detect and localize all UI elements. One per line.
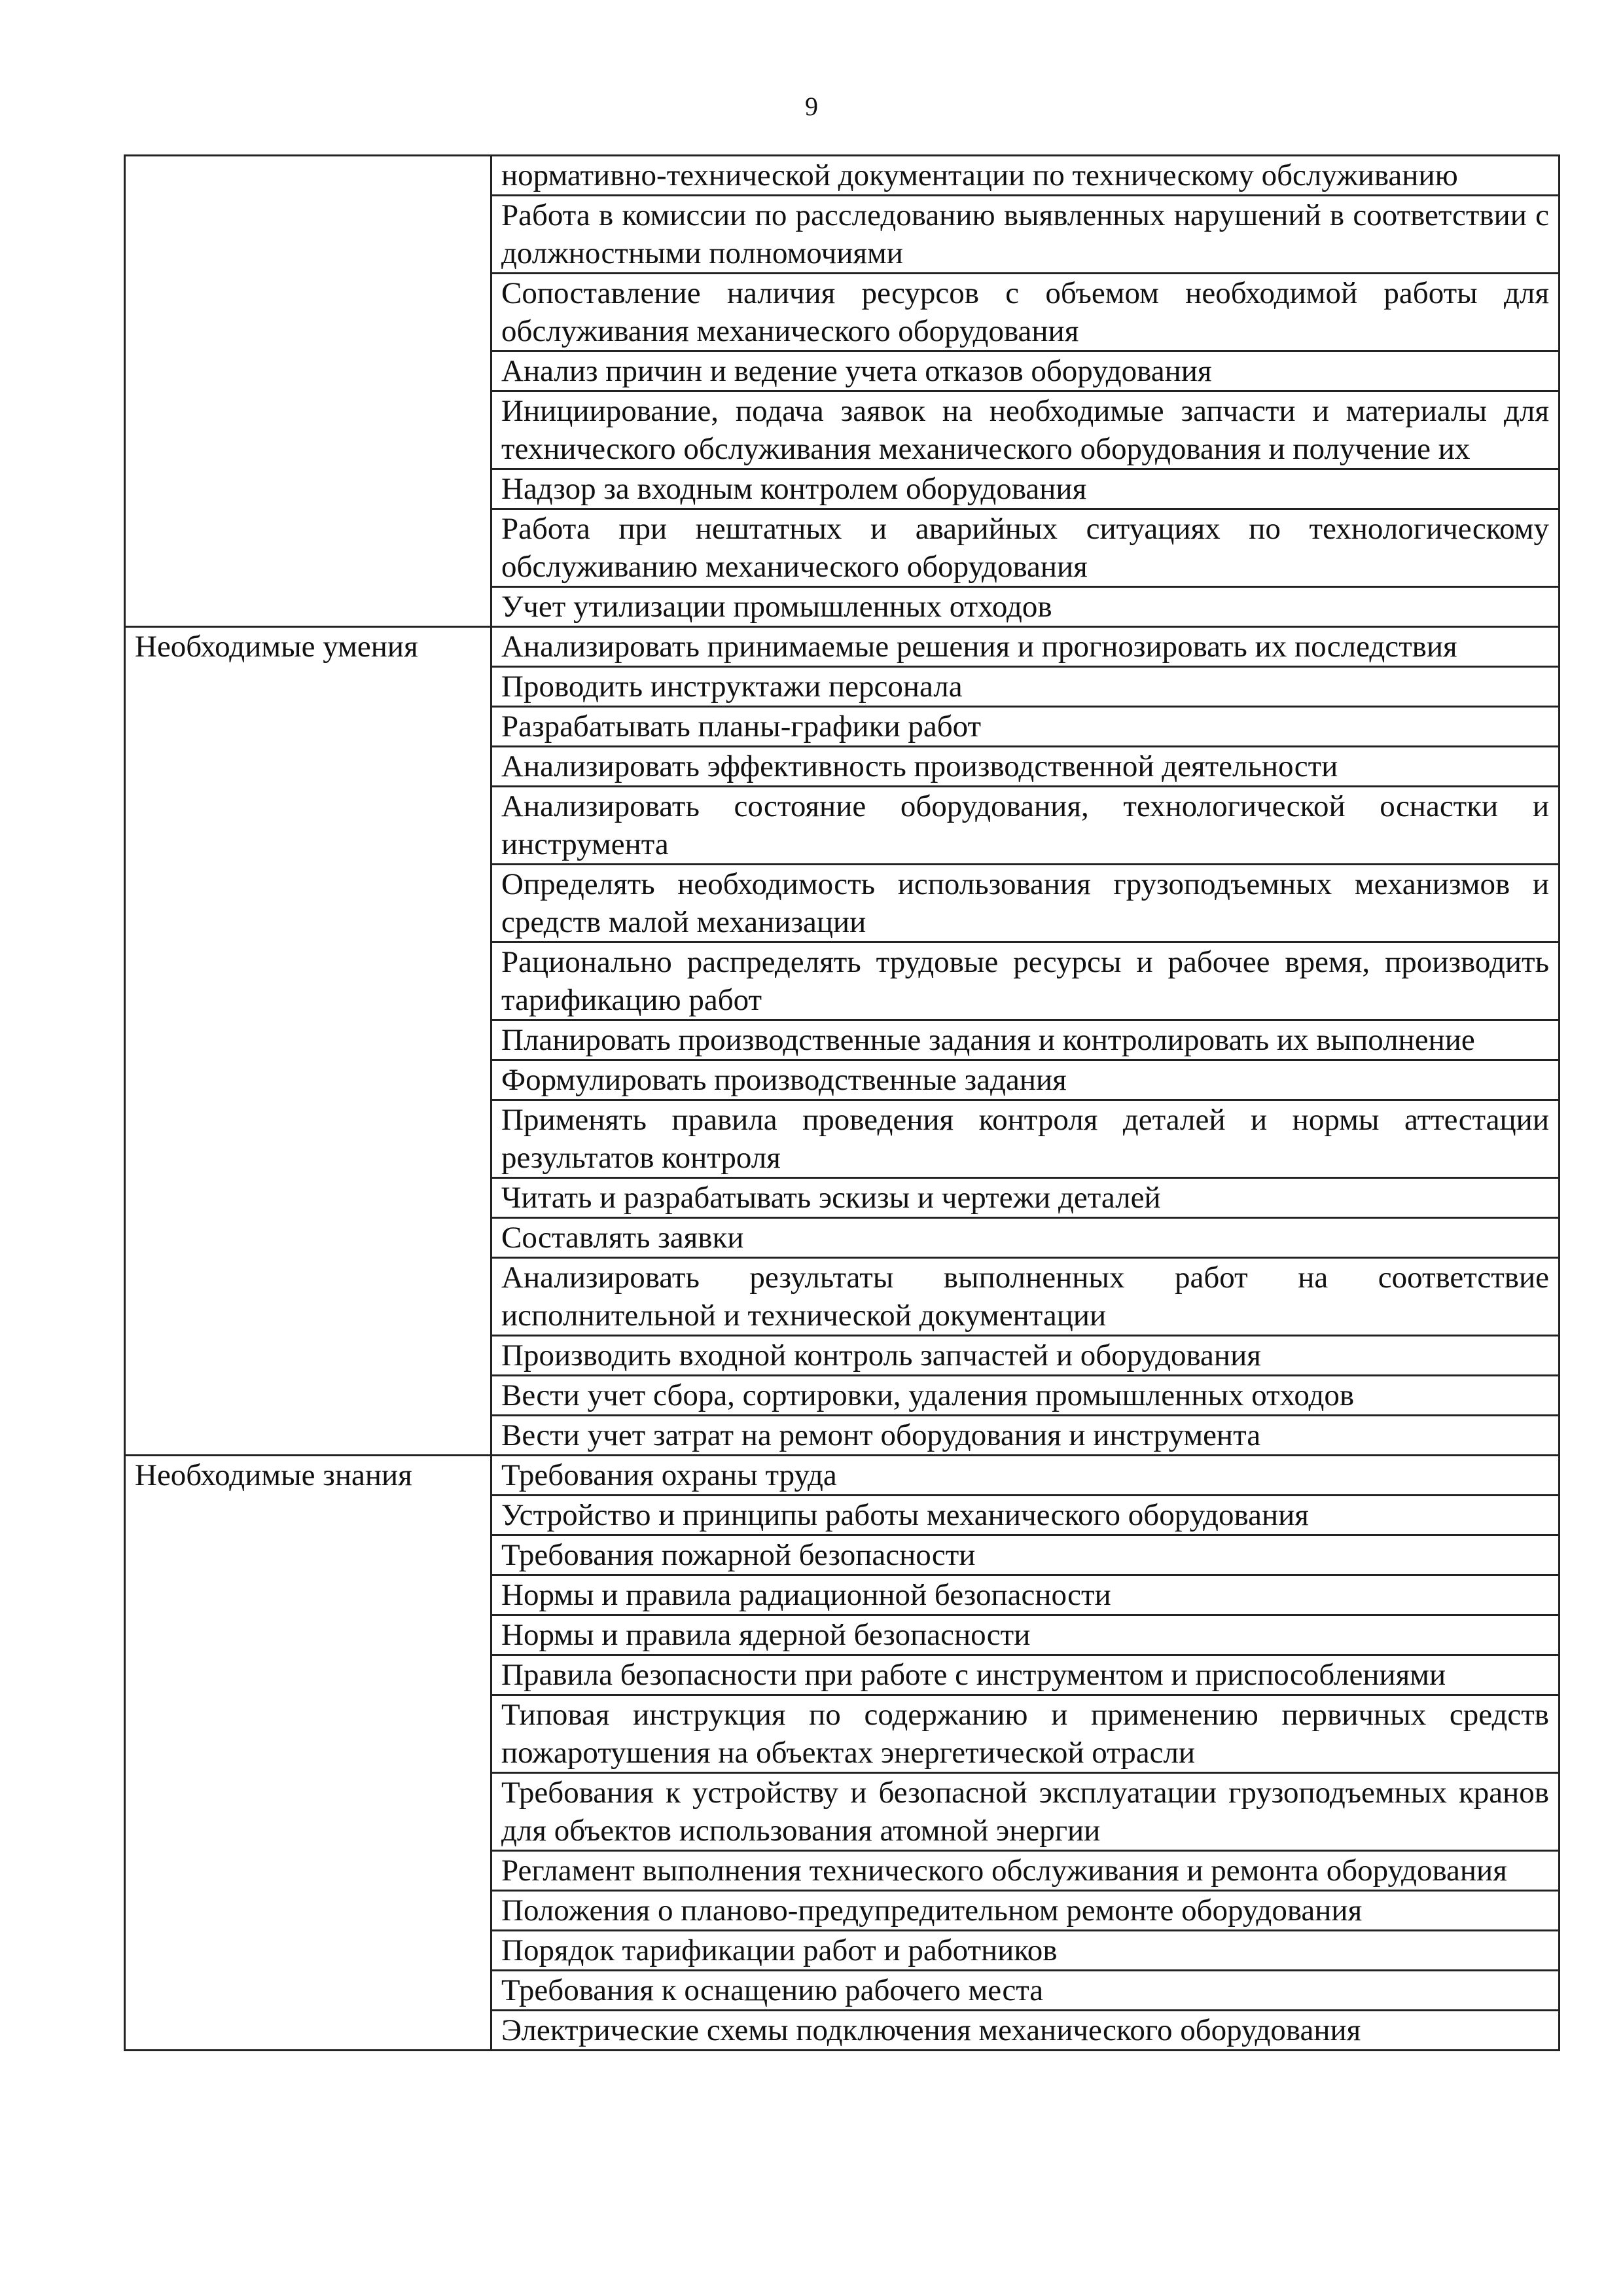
requirement-cell: Учет утилизации промышленных отходов <box>491 587 1560 627</box>
category-cell: Необходимые знания <box>125 1456 491 2051</box>
requirement-cell: Вести учет затрат на ремонт оборудования и инструмента <box>491 1416 1560 1456</box>
requirement-cell: Инициирование, подача заявок на необходимые запчасти и материалы для технического обслуживания механического оборудования и получение их <box>491 391 1560 469</box>
requirement-cell: Требования к устройству и безопасной эксплуатации грузоподъемных кранов для объектов использования атомной энергии <box>491 1773 1560 1851</box>
requirement-cell: Требования пожарной безопасности <box>491 1535 1560 1575</box>
requirements-table-body <box>125 156 1560 2051</box>
requirement-cell: Устройство и принципы работы механического оборудования <box>491 1496 1560 1535</box>
requirement-cell: Анализировать результаты выполненных работ на соответствие исполнительной и технической документации <box>491 1258 1560 1336</box>
requirement-cell: Формулировать производственные задания <box>491 1060 1560 1100</box>
requirement-cell: Составлять заявки <box>491 1218 1560 1258</box>
requirement-cell: Проводить инструктажи персонала <box>491 667 1560 707</box>
requirement-cell: Нормы и правила ядерной безопасности <box>491 1615 1560 1655</box>
requirement-cell: Производить входной контроль запчастей и оборудования <box>491 1336 1560 1376</box>
requirement-cell: нормативно-технической документации по техническому обслуживанию <box>491 156 1560 196</box>
requirement-cell: Анализировать принимаемые решения и прогнозировать их последствия <box>491 627 1560 667</box>
requirements-table <box>124 154 1560 2051</box>
table-row <box>125 156 1560 196</box>
requirement-cell: Регламент выполнения технического обслуживания и ремонта оборудования <box>491 1851 1560 1891</box>
page-number: 9 <box>805 92 818 121</box>
requirement-cell: Определять необходимость использования грузоподъемных механизмов и средств малой механизации <box>491 865 1560 942</box>
requirement-cell: Анализировать эффективность производственной деятельности <box>491 747 1560 787</box>
requirement-cell: Применять правила проведения контроля деталей и нормы аттестации результатов контроля <box>491 1100 1560 1178</box>
requirement-cell: Положения о планово-предупредительном ремонте оборудования <box>491 1891 1560 1931</box>
requirement-cell: Вести учет сбора, сортировки, удаления промышленных отходов <box>491 1376 1560 1416</box>
requirement-cell: Электрические схемы подключения механического оборудования <box>491 2011 1560 2051</box>
requirement-cell: Сопоставление наличия ресурсов с объемом необходимой работы для обслуживания механического оборудования <box>491 274 1560 351</box>
category-cell: Необходимые умения <box>125 627 491 1456</box>
requirement-cell: Разрабатывать планы-графики работ <box>491 707 1560 747</box>
requirement-cell: Порядок тарификации работ и работников <box>491 1931 1560 1971</box>
requirement-cell: Читать и разрабатывать эскизы и чертежи деталей <box>491 1178 1560 1218</box>
category-cell <box>125 156 491 627</box>
requirement-cell: Анализ причин и ведение учета отказов оборудования <box>491 351 1560 391</box>
requirement-cell: Работа в комиссии по расследованию выявленных нарушений в соответствии с должностными полномочиями <box>491 196 1560 274</box>
requirement-cell: Нормы и правила радиационной безопасности <box>491 1575 1560 1615</box>
table-row <box>125 627 1560 667</box>
requirement-cell: Анализировать состояние оборудования, технологической оснастки и инструмента <box>491 787 1560 865</box>
requirement-cell: Надзор за входным контролем оборудования <box>491 469 1560 509</box>
requirement-cell: Рационально распределять трудовые ресурсы и рабочее время, производить тарификацию работ <box>491 942 1560 1020</box>
requirement-cell: Правила безопасности при работе с инструментом и приспособлениями <box>491 1655 1560 1695</box>
requirement-cell: Типовая инструкция по содержанию и применению первичных средств пожаротушения на объектах энергетической отрасли <box>491 1695 1560 1773</box>
requirement-cell: Требования охраны труда <box>491 1456 1560 1496</box>
requirement-cell: Работа при нештатных и аварийных ситуациях по технологическому обслуживанию механического оборудования <box>491 509 1560 587</box>
requirement-cell: Планировать производственные задания и контролировать их выполнение <box>491 1020 1560 1060</box>
table-row <box>125 1456 1560 1496</box>
requirement-cell: Требования к оснащению рабочего места <box>491 1971 1560 2011</box>
